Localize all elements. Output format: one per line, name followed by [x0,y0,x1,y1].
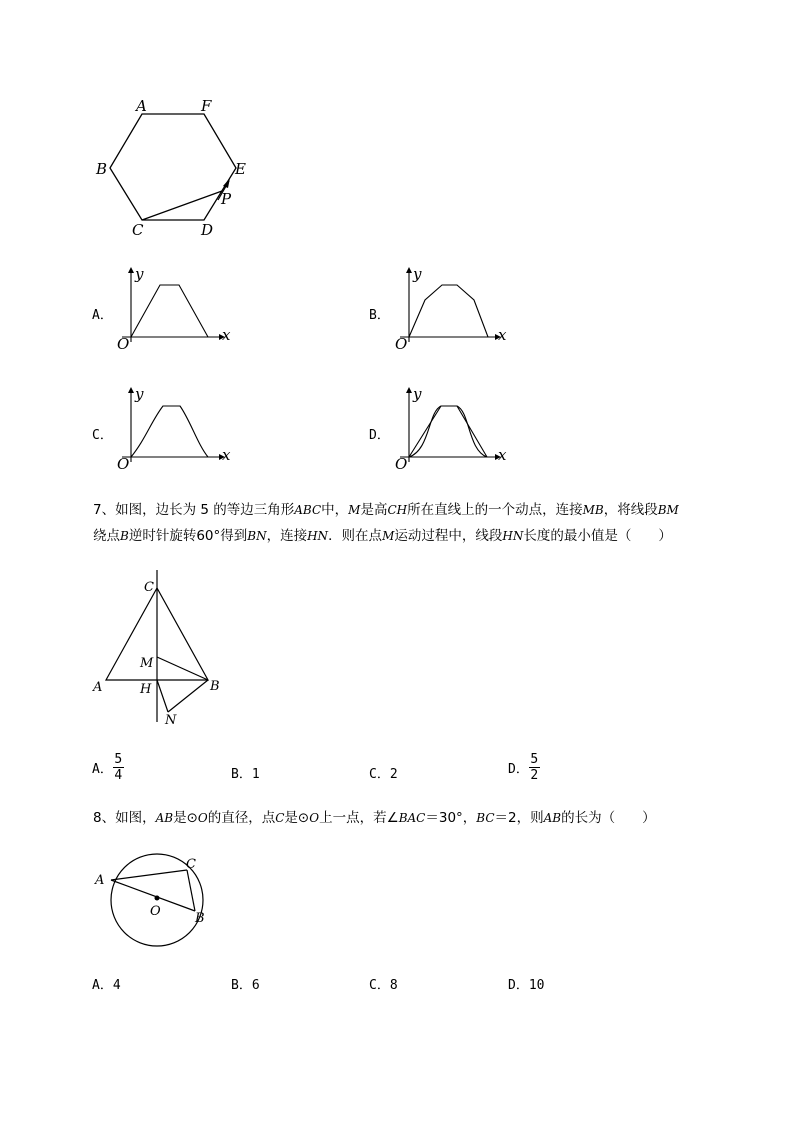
q8-option-c[interactable]: C．8 [369,978,398,993]
label-p: P [221,190,232,208]
label-b: B [96,160,108,178]
graph-b-y-label: y [413,265,422,283]
q7-label-c: C [144,580,154,595]
label-f: F [201,97,212,115]
graph-d-origin-label: O [395,455,408,473]
graph-c-y-label: y [135,385,144,403]
graph-d-y-label: y [413,385,422,403]
q6-option-d[interactable]: D． [369,428,390,443]
label-a: A [136,97,147,115]
graph-a-origin-label: O [117,335,130,353]
q8-label-a: A [95,873,105,888]
q7-option-a[interactable]: A． $\frac{5}{4}$ [92,752,123,783]
q7-label-a: A [93,680,103,695]
q8-option-d[interactable]: D．10 [508,978,545,993]
q7-label-b: B [210,679,220,694]
q6-option-b[interactable]: B． [369,308,390,323]
graph-c-origin-label: O [117,455,130,473]
label-c: C [132,221,144,239]
q6-option-a[interactable]: A． [92,308,113,323]
q7-text-line1: 7、如图，边长为 5 的等边三角形ABC中，M是高CH所在直线上的一个动点，连接MB，将线段BM [93,502,679,518]
graph-b-origin-label: O [395,335,408,353]
q7-option-c[interactable]: C．2 [369,767,398,782]
q8-option-a[interactable]: A．4 [92,978,121,993]
graph-d-x-label: x [498,446,507,464]
q6-option-c[interactable]: C． [92,428,113,443]
label-d: D [201,221,214,239]
q8-text: 8、如图，AB是⊙O的直径，点C是⊙O上一点，若∠BAC＝30°，BC＝2，则AB的长为（ ） [93,810,656,826]
q8-label-o: O [150,904,161,919]
q7-label-m: M [140,656,154,671]
q7-option-d[interactable]: D． $\frac{5}{2}$ [508,752,539,783]
q8-label-b: B [195,911,205,926]
q8-label-c: C [186,857,196,872]
chord-ac [111,870,187,880]
graph-a-y-label: y [135,265,144,283]
q7-text-line2: 绕点B逆时针旋转60°得到BN，连接HN．则在点M运动过程中，线段HN长度的最小值是（ ） [93,528,672,544]
graph-b-x-label: x [498,326,507,344]
q7-option-d-fraction: $\frac{5}{2}$ [530,752,539,783]
q8-option-b[interactable]: B．6 [231,978,260,993]
label-e: E [235,160,246,178]
graph-c-x-label: x [222,446,231,464]
q7-option-b[interactable]: B．1 [231,767,260,782]
q7-label-h: H [140,682,152,697]
center-point [155,896,160,901]
q7-option-a-fraction: $\frac{5}{4}$ [114,752,123,783]
graph-a-x-label: x [222,326,231,344]
q7-label-n: N [165,713,177,728]
chord-bc [187,870,195,911]
